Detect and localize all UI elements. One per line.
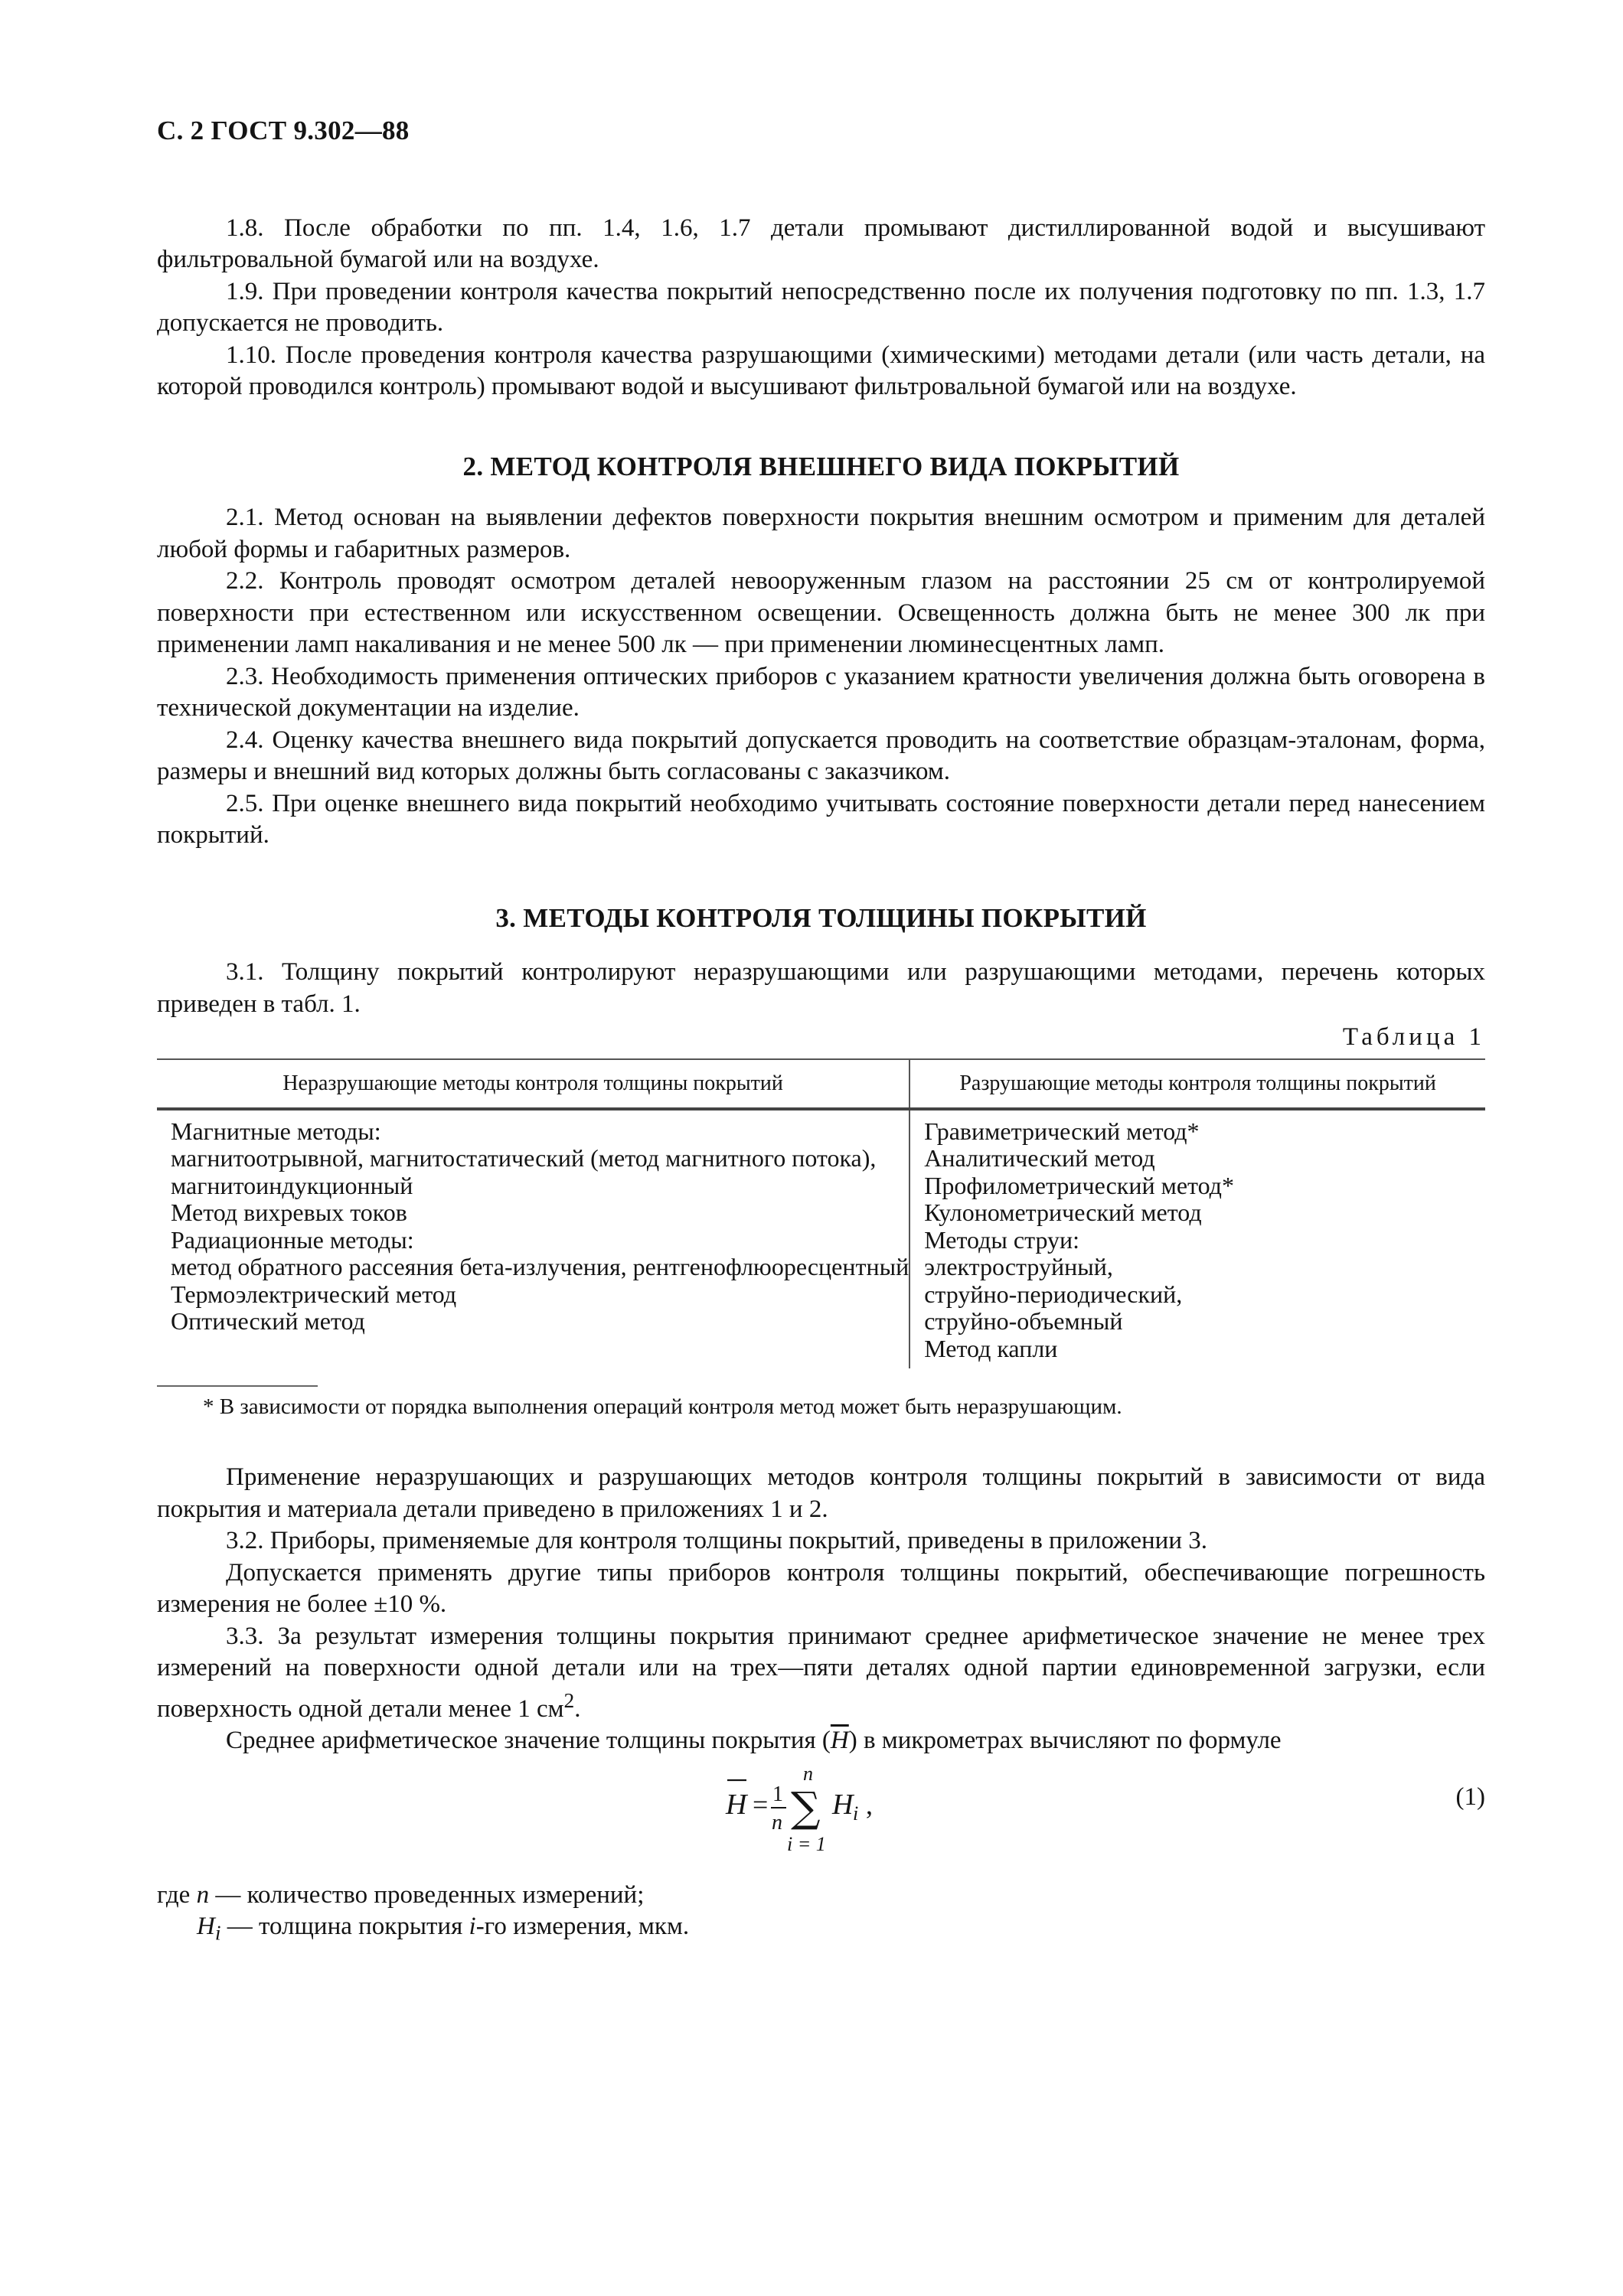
list-item: Гравиметрический метод* [924,1117,1200,1145]
formula-equals: = [753,1789,769,1820]
list-item: Радиационные методы: [171,1225,414,1254]
formula-graphic [157,1765,1485,1872]
list-item: метод обратного рассеяния бета-излучения, рентгенофлюоресцентный [171,1253,909,1280]
destructive-list [909,1109,1485,1369]
table-body-row [157,1109,1485,1369]
paragraph-3-2: 3.2. Приборы, применяемые для контроля толщины покрытий, приведены в приложении 3. [226,1527,1207,1554]
definition-n-symbol: n [196,1880,210,1909]
formula-denominator: n [772,1810,782,1835]
paragraph-2-3: 2.3. Необходимость применения оптических приборов с указанием кратности увеличения должна быть оговорена в технической документации на изделие. [157,662,1485,722]
header-nondestructive: Неразрушающие методы контроля толщины покрытий [157,1059,909,1109]
footnote-rule [157,1385,318,1387]
formula-numerator: 1 [772,1782,783,1806]
paragraph-1-8: 1.8. После обработки по пп. 1.4, 1.6, 1.7 детали промывают дистиллированной водой и высушивают фильтровальной бумагой или на воздухе. [157,214,1485,273]
formula-lhs: H [726,1788,747,1821]
equation-number: (1) [1455,1782,1485,1811]
formula-term-subscript: i [853,1802,859,1825]
list-item: Методы струи: [924,1225,1080,1254]
formula-term: H [832,1788,854,1821]
paragraph-2-4: 2.4. Оценку качества внешнего вида покрытий допускается проводить на соответствие образцам-эталонам, форма, размеры и внешний вид которых должны быть согласованы с заказчиком. [157,726,1485,785]
paragraph-3-1: 3.1. Толщину покрытий контролируют неразрушающими или разрушающими методами, перечень которых приведен в табл. 1. [157,958,1485,1018]
definition-hi-text-b: -го измерения, мкм. [475,1913,690,1940]
paragraph-2-2: 2.2. Контроль проводят осмотром деталей невооруженным глазом на расстоянии 25 см от контролируемой поверхности при естественном или искусственном освещении. Освещенность должна быть не менее 300 лк при применении ламп накаливания и не менее 500 лк — при применении люминесцентных ламп. [157,567,1485,658]
paragraph-3-3-text: 3.3. За результат измерения толщины покрытия принимают среднее арифметическое значение не менее трех измерений на поверхности одной детали или на трех—пяти деталях одной партии единовременной загрузки, если поверхность одной детали менее 1 см [157,1622,1485,1723]
header-destructive: Разрушающие методы контроля толщины покрытий [909,1059,1485,1109]
paragraph-2-1: 2.1. Метод основан на выявлении дефектов поверхности покрытия внешним осмотром и применим для деталей любой формы и габаритных размеров. [157,504,1485,563]
definition-n [157,1880,1485,1912]
table-footnote: * В зависимости от порядка выполнения операций контроля метод может быть неразрушающим. [203,1394,1122,1419]
running-head: С. 2 ГОСТ 9.302—88 [157,116,410,145]
list-item: Метод вихревых токов [171,1199,407,1226]
list-item: Аналитический метод [924,1144,1155,1172]
list-item: струйно-периодический, [924,1280,1183,1308]
definition-n-text: — количество проведенных измерений; [209,1880,645,1909]
paragraph-allow: Допускается применять другие типы приборов контроля толщины покрытий, обеспечивающие погрешность измерения не более ±10 %. [157,1558,1485,1618]
list-item: Термоэлектрический метод [171,1280,457,1308]
formula-definitions [157,1880,1485,1949]
paragraph-mean-text-b: ) в микрометрах вычисляют по формуле [848,1727,1282,1754]
mean-symbol: $\overline{H}$ [830,1727,849,1754]
section-2-heading: 2. МЕТОД КОНТРОЛЯ ВНЕШНЕГО ВИДА ПОКРЫТИЙ [462,451,1180,481]
list-item: электроструйный, [924,1253,1113,1280]
definition-hi-symbol: H [197,1913,215,1940]
list-item: Магнитные методы: [171,1117,381,1145]
formula-upper-limit: n [803,1764,813,1785]
formula-1 [157,1765,1485,1872]
list-item: струйно-объемный [924,1307,1123,1335]
paragraph-mean-text-a: Среднее арифметическое значение толщины покрытия ( [226,1727,831,1754]
table-header-row [157,1059,1485,1109]
list-item: Кулонометрический метод [924,1199,1202,1226]
superscript: 2 [563,1688,575,1712]
paragraph-mean [157,1725,1485,1757]
definition-hi [157,1911,1485,1949]
formula-comma: , [866,1789,873,1820]
list-item: Метод капли [924,1334,1058,1362]
methods-table [157,1058,1485,1369]
formula-lower-limit: i = 1 [787,1832,826,1855]
paragraph-2-5: 2.5. При оценке внешнего вида покрытий необходимо учитывать состояние поверхности детали перед нанесением покрытий. [157,789,1485,849]
list-item: Профилометрический метод* [924,1171,1234,1199]
definition-hi-index: i [469,1913,476,1940]
paragraph-3-3-end: . [574,1694,581,1723]
paragraph-1-9: 1.9. При проведении контроля качества покрытий непосредственно после их получения подготовку по пп. 1.3, 1.7 допускается не проводить. [157,277,1485,337]
definition-n-prefix: где [157,1880,197,1909]
definition-hi-text-a: — толщина покрытия [220,1913,469,1940]
definition-hi-subscript: i [214,1920,221,1945]
formula-sigma: ∑ [791,1782,821,1831]
section-3-heading: 3. МЕТОДЫ КОНТРОЛЯ ТОЛЩИНЫ ПОКРЫТИЙ [495,902,1147,933]
list-item: магнитоотрывной, магнитостатический (метод магнитного потока), [171,1144,877,1172]
table-caption: Таблица 1 [1342,1023,1485,1051]
paragraph-1-10: 1.10. После проведения контроля качества разрушающими (химическими) методами детали (или часть детали, на которой проводился контроль) промывают водой и высушивают фильтровальной бумагой или на воздухе. [157,341,1485,400]
list-item: Оптический метод [171,1307,365,1335]
paragraph-3-3 [157,1621,1485,1726]
list-item: магнитоиндукционный [171,1171,413,1199]
paragraph-apply: Применение неразрушающих и разрушающих методов контроля толщины покрытий в зависимости от вида покрытия и материала детали приведено в приложениях 1 и 2. [157,1463,1485,1523]
nondestructive-list [157,1109,909,1369]
